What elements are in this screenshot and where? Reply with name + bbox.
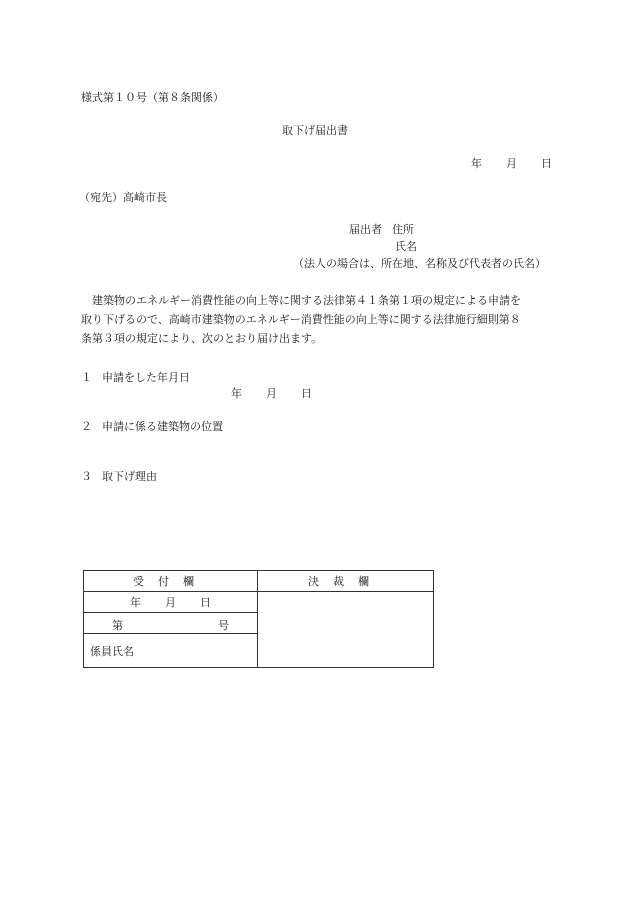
- date-line: [471, 157, 552, 171]
- reception-month: 月: [165, 596, 176, 609]
- number-prefix: 第: [112, 619, 123, 632]
- item-1-day: 日: [301, 387, 312, 400]
- item-label: 申請をした年月日: [102, 371, 190, 384]
- reception-number-cell: [84, 613, 258, 634]
- date-month: 月: [506, 157, 517, 170]
- reception-year: 年: [130, 596, 141, 609]
- form-number: 様式第１０号（第８条関係）: [81, 91, 224, 104]
- body-line: 建築物のエネルギー消費性能の向上等に関する法律第４１条第１項の規定による申請を: [92, 294, 521, 307]
- reception-day: 日: [200, 596, 211, 609]
- applicant-address-row: [349, 223, 414, 237]
- item-3: [81, 470, 157, 484]
- item-number: ２: [81, 420, 92, 433]
- item-2: [81, 420, 223, 434]
- date-year: 年: [471, 157, 482, 170]
- staff-name-label: 係員氏名: [90, 644, 134, 658]
- item-1-date: [231, 387, 312, 401]
- name-label: 氏名: [395, 240, 417, 253]
- item-1: [81, 371, 190, 385]
- staff-name-cell: [84, 634, 258, 668]
- address-label: 住所: [392, 223, 414, 236]
- item-number: １: [81, 371, 92, 384]
- item-1-month: 月: [266, 387, 277, 400]
- item-label: 取下げ理由: [102, 470, 157, 483]
- item-number: ３: [81, 470, 92, 483]
- date-day: 日: [541, 157, 552, 170]
- applicant-label: 届出者: [349, 223, 382, 236]
- number-suffix: 号: [218, 619, 229, 632]
- addressee: （宛先）高崎市長: [79, 191, 167, 204]
- decision-header: 決裁欄: [258, 571, 434, 592]
- item-1-year: 年: [231, 387, 242, 400]
- decision-cell: [258, 592, 434, 668]
- body-line: 条第３項の規定により、次のとおり届け出ます。: [81, 332, 323, 345]
- reception-date-cell: [84, 592, 258, 613]
- document-title: 取下げ届出書: [282, 124, 348, 137]
- item-label: 申請に係る建築物の位置: [102, 420, 223, 433]
- reception-header: 受付欄: [84, 571, 258, 592]
- reception-decision-table: [83, 570, 434, 668]
- body-line: 取り下げるので、高崎市建築物のエネルギー消費性能の向上等に関する法律施行細則第８: [81, 313, 521, 326]
- body-paragraph: [81, 291, 553, 348]
- applicant-note: （法人の場合は、所在地、名称及び代表者の氏名）: [293, 257, 546, 270]
